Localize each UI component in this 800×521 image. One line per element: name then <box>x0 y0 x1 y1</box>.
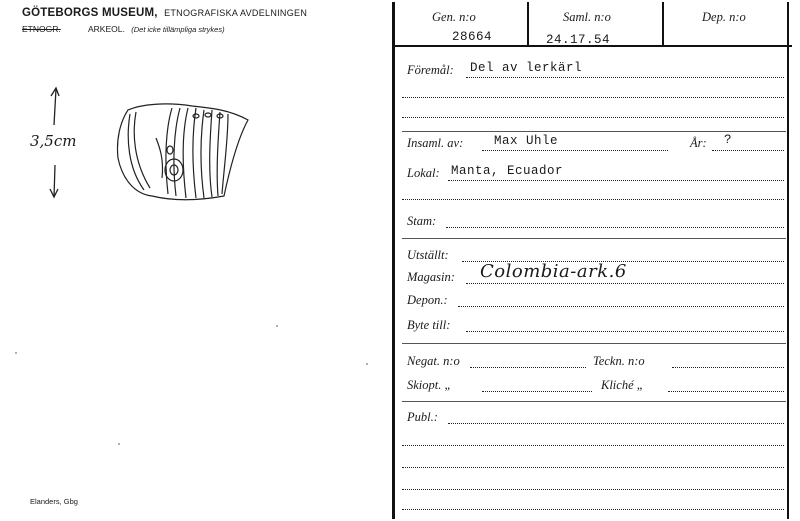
saml-value: 24.17.54 <box>546 33 611 47</box>
paper-speck <box>366 363 368 365</box>
foremal-extra-line <box>402 117 784 118</box>
publ-extra-line <box>402 509 784 510</box>
lokal-extra-line <box>402 199 784 200</box>
gen-value: 28664 <box>452 30 493 44</box>
kliche-label: Kliché „ <box>601 378 644 392</box>
lokal-value: Manta, Ecuador <box>451 164 564 178</box>
lokal-label: Lokal: <box>407 166 440 180</box>
utstallt-label: Utställt: <box>407 248 449 262</box>
publ-extra-line <box>402 445 784 446</box>
ar-value: ? <box>724 133 733 147</box>
publ-label: Publ.: <box>407 410 438 424</box>
kliche-line <box>668 391 784 392</box>
department-name: ETNOGRAFISKA AVDELNINGEN <box>164 8 308 18</box>
skiopt-line <box>482 391 592 392</box>
negat-label: Negat. n:o <box>407 354 460 368</box>
card-left-rule <box>392 2 395 519</box>
dep-label: Dep. n:o <box>702 10 746 24</box>
depon-line <box>458 306 784 307</box>
section-divider <box>402 343 786 344</box>
foremal-value: Del av lerkärl <box>470 61 583 75</box>
gen-label: Gen. n:o <box>432 10 476 24</box>
insaml-value: Max Uhle <box>494 134 559 148</box>
foremal-line <box>466 77 784 78</box>
ar-line <box>712 150 784 151</box>
museum-header <box>22 7 307 19</box>
paper-speck <box>15 352 17 354</box>
scale-arrow-up <box>54 89 56 125</box>
teckn-line <box>672 367 784 368</box>
paper-speck <box>118 443 120 445</box>
card-right-rule <box>787 2 789 519</box>
depon-label: Depon.: <box>407 293 448 307</box>
lokal-line <box>448 180 784 181</box>
negat-line <box>470 367 586 368</box>
museum-name: GÖTEBORGS MUSEUM, <box>22 7 158 19</box>
byte-line <box>466 331 784 332</box>
insaml-line <box>482 150 668 151</box>
section-divider <box>402 401 786 402</box>
scale-label: 3,5cm <box>30 132 77 150</box>
printer-label: Elanders, Gbg <box>30 497 78 506</box>
card-header-divider <box>527 2 529 46</box>
publ-extra-line <box>402 467 784 468</box>
skiopt-label: Skiopt. „ <box>407 378 452 392</box>
magasin-value: Colombia-ark.6 <box>480 261 627 282</box>
arkeol-label-group <box>88 24 225 34</box>
scale-arrowhead-up <box>51 88 59 96</box>
scale-arrow-down <box>54 165 55 197</box>
card-header-divider <box>662 2 664 46</box>
saml-label: Saml. n:o <box>563 10 611 24</box>
section-divider <box>402 238 786 239</box>
section-divider <box>402 131 786 132</box>
ar-label: År: <box>690 136 707 150</box>
publ-line <box>448 423 784 424</box>
stam-label: Stam: <box>407 214 437 228</box>
byte-label: Byte till: <box>407 318 451 332</box>
magasin-line <box>466 283 784 284</box>
pottery-sherd-drawing <box>112 98 252 208</box>
insaml-label: Insaml. av: <box>407 136 464 150</box>
arkeol-label: ARKEOL. <box>88 24 125 34</box>
foremal-extra-line <box>402 97 784 98</box>
foremal-label: Föremål: <box>407 63 454 77</box>
ethno-struck-label: ETNOGR. <box>22 24 61 34</box>
stam-line <box>446 227 784 228</box>
publ-extra-line <box>402 489 784 490</box>
arkeol-note: (Det icke tillämpliga strykes) <box>131 25 225 34</box>
teckn-label: Teckn. n:o <box>593 354 645 368</box>
paper-speck <box>276 325 278 327</box>
magasin-label: Magasin: <box>407 270 455 284</box>
